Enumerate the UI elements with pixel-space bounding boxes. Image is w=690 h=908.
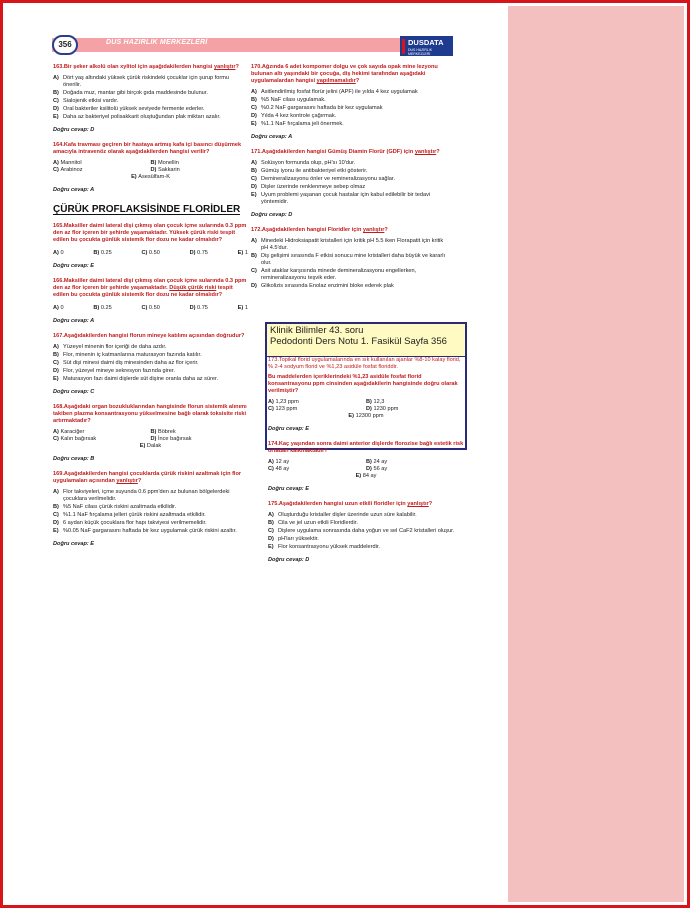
option-letter: C)	[268, 528, 274, 534]
option-text: Dişler üzerinde renklenmeye sebep olmaz	[261, 184, 366, 190]
option-letter: D)	[251, 283, 257, 289]
option	[366, 459, 464, 466]
option-letter: D)	[53, 520, 59, 526]
option-text: 12 ay	[275, 459, 290, 465]
right-column	[251, 64, 451, 298]
question	[53, 278, 248, 325]
option	[53, 443, 248, 450]
option	[53, 250, 64, 257]
option-letter: B)	[251, 168, 257, 174]
option	[53, 504, 248, 511]
option	[53, 520, 248, 527]
option	[251, 89, 451, 96]
option-row	[53, 305, 248, 312]
option-letter: C)	[141, 250, 149, 256]
question-stem: 164.Kafa travması geçiren bir hastaya artmış kafa içi basıncı düşürmek amacıyla intravenöz olarak aşağıdakilerden hangisi verilir?	[53, 142, 242, 155]
option-list	[251, 238, 451, 290]
option-text: 0	[60, 250, 64, 256]
option-text: Monellin	[157, 160, 179, 166]
option	[268, 399, 366, 406]
option-text: Uyum problemi yaşanan çocuk hastalar için kabul edilebilir bir tedavi yöntemidir.	[261, 192, 431, 205]
answer: Doğru cevap: E	[268, 426, 310, 432]
option-text: Diş gelişimi sırasında F etkisi sonucu mine kristalleri daha büyük ve kararlı olur.	[261, 253, 446, 266]
option	[53, 106, 248, 113]
option	[151, 429, 249, 436]
option-list	[53, 489, 248, 535]
option-text: 0.25	[100, 305, 112, 311]
option	[141, 250, 159, 257]
question-stem: 175.Aşağıdakilerden hangisi uzun etkili floridler için yanlıştır?	[268, 501, 433, 507]
answer: Doğru cevap: D	[251, 212, 293, 218]
option	[268, 406, 366, 413]
option	[53, 352, 248, 359]
left-column	[53, 64, 248, 556]
option-text: 1	[244, 305, 248, 311]
question-emphasis: Düşük çürük riski	[169, 285, 217, 291]
option-letter: E)	[53, 114, 59, 120]
option-letter: E)	[251, 121, 257, 127]
option	[251, 192, 451, 206]
question	[251, 64, 451, 141]
option-letter: D)	[150, 436, 158, 442]
option-text: %5 NaF cilası uygulamak.	[261, 97, 326, 103]
option-letter: C)	[53, 167, 61, 173]
question	[268, 501, 464, 564]
question	[268, 441, 464, 493]
option	[251, 168, 451, 175]
answer: Doğru cevap: D	[53, 127, 95, 133]
option	[53, 360, 248, 367]
option-text: Daha az bakteriyel polisakkarit oluştuğundan plak miktarı azalır.	[63, 114, 221, 120]
option-list	[268, 512, 464, 551]
question-emphasis: yanlıştır	[116, 478, 138, 484]
header-title: DUS HAZIRLIK MERKEZLERİ	[106, 39, 208, 46]
option-text: Karaciğer	[60, 429, 85, 435]
option-text: İnce bağırsak	[157, 436, 192, 442]
option-letter: A)	[53, 429, 61, 435]
question-stem: 174.Kaç yaşından sonra daimi anterior dişlerde florozise bağlı estetik risk ortadan kalkmaktadır?	[268, 441, 464, 454]
question-emphasis: yanlıştır	[414, 149, 437, 155]
option-letter: A)	[268, 399, 276, 405]
option-text: Dört yaş altındaki yüksek çürük riskindeki çocuklar için şurup formu önerilir.	[63, 75, 230, 88]
option	[251, 121, 451, 128]
question-stem: 163.Bir şeker alkolü olan xylitol için aşağıdakilerden hangisi yanlıştır?	[53, 64, 239, 70]
option-row	[53, 250, 248, 257]
option-text: Gümüş iyonu ile antibakteriyel etki gösterir.	[261, 168, 368, 174]
option	[268, 544, 464, 551]
question-emphasis: yanlıştır	[214, 64, 236, 70]
option-letter: B)	[366, 399, 374, 405]
option-letter: B)	[366, 459, 374, 465]
option-text: Glikolizis sırasında Enolaz enzimini bloke ederek plak	[261, 283, 394, 289]
option-text: %1.1 NaF fırçalama jeli önermek.	[261, 121, 344, 127]
option-letter: C)	[53, 98, 59, 104]
option-text: Demineralizasyonu önler ve remineralizasyonu sağlar.	[261, 176, 396, 182]
answer: Doğru cevap: E	[268, 486, 310, 492]
option	[53, 114, 248, 121]
option-text: Flor konsantrasyonu yüksek maddelerdir.	[278, 544, 380, 550]
option-text: 1230 ppm	[373, 406, 399, 412]
question-stem: 168.Aşağıdaki organ bozukluklarından hangisinde florun sistemik alınımı takiben plazma konsantrasyonu yükselmesine bağlı olarak toksisite riski artırmaktadır?	[53, 404, 247, 424]
question-stem: 171.Aşağıdakilerden hangisi Gümüş Diamin Florür (GDF) için yanlıştır?	[251, 149, 440, 155]
option-letter: B)	[268, 520, 274, 526]
option-text: Flor, yüzeyel mineye sekresyon fazında girer.	[63, 368, 175, 374]
option	[53, 174, 248, 181]
option-letter: E)	[355, 473, 363, 479]
option	[53, 160, 151, 167]
option-letter: B)	[150, 429, 158, 435]
option-text: 12300 ppm	[355, 413, 384, 419]
question-emphasis: yanlıştır	[362, 227, 385, 233]
option	[53, 344, 248, 351]
side-margin	[508, 6, 684, 902]
option-letter: E)	[139, 443, 147, 449]
option-letter: E)	[251, 192, 257, 198]
option-text: Maturasyon fazı daimi dişlerde süt dişine oranla daha az sürer.	[63, 376, 219, 382]
option-text: Süt dişi minesi daimi diş minesinden daha az flor içerir.	[63, 360, 199, 366]
option-letter: D)	[53, 106, 59, 112]
option	[268, 512, 464, 519]
option	[251, 176, 451, 183]
option-text: 0	[60, 305, 64, 311]
question	[53, 404, 248, 463]
option-text: 84 ay	[362, 473, 377, 479]
option	[366, 399, 464, 406]
section-title: ÇÜRÜK PROFLAKSİSİNDE FLORİDLER	[53, 204, 241, 215]
option-letter: C)	[53, 360, 59, 366]
option-text: Dişlere uygulama sonrasında daha yoğun ve sel CaF2 kristalleri oluşur.	[278, 528, 455, 534]
option	[190, 250, 208, 257]
option-list	[53, 75, 248, 121]
option	[53, 429, 151, 436]
option-letter: D)	[189, 305, 198, 311]
option-letter: B)	[93, 305, 101, 311]
option-letter: B)	[53, 504, 59, 510]
option-text: 0.25	[100, 250, 112, 256]
answer: Doğru cevap: C	[53, 389, 95, 395]
option-text: 12,3	[373, 399, 385, 405]
option	[268, 528, 464, 535]
option-letter: E)	[237, 250, 245, 256]
option-text: 1,23 ppm	[275, 399, 299, 405]
answer: Doğru cevap: A	[53, 318, 95, 324]
option-grid	[53, 429, 248, 443]
answer: Doğru cevap: E	[53, 263, 95, 269]
option	[93, 305, 111, 312]
option-letter: D)	[189, 250, 198, 256]
option-text: Sakkarin	[157, 167, 180, 173]
logo	[400, 36, 453, 56]
option-text: Cila ve jel uzun etkili Floridlerdir.	[278, 520, 358, 526]
answer: Doğru cevap: B	[53, 456, 95, 462]
option-text: %0.2 NaF gargarasını haftada bir kez uygulamak	[261, 105, 383, 111]
option-text: Yılda 4 kez kontrole çağırmak.	[261, 113, 337, 119]
option-text: 0.75	[197, 250, 208, 256]
option-letter: E)	[53, 528, 59, 534]
option	[53, 167, 151, 174]
option-letter: D)	[366, 406, 374, 412]
option-text: Doğada muz, mantar gibi birçok gıda maddesinde bulunur.	[63, 90, 208, 96]
question-emphasis: yapılmamalıdır	[316, 78, 356, 84]
option	[53, 512, 248, 519]
option	[251, 184, 451, 191]
option	[53, 98, 248, 105]
option-text: 48 ay	[275, 466, 290, 472]
header-bar	[52, 38, 452, 52]
option-letter: B)	[53, 352, 59, 358]
option-text: %0.05 NaF gargarasını haftada bir kez uygulamak çürük riskini azaltır.	[63, 528, 237, 534]
option-letter: A)	[251, 238, 257, 244]
question-stem: Bu maddelerden içeriklerindeki %1,23 asidüle fosfat florid konsantrasyonu ppm cinsinden aşağıdakilerin hangisinde doğru olarak verilmiştir?	[268, 374, 458, 394]
option-letter: A)	[53, 250, 61, 256]
option-text: Arabinoz	[60, 167, 83, 173]
option	[251, 160, 451, 167]
question	[251, 227, 451, 290]
option-letter: A)	[53, 305, 61, 311]
option-letter: D)	[53, 368, 59, 374]
option-letter: A)	[251, 89, 257, 95]
question	[268, 357, 464, 433]
option-letter: C)	[53, 436, 61, 442]
option	[238, 250, 248, 257]
page-number: 356	[52, 35, 78, 55]
option-text: 24 ay	[373, 459, 388, 465]
option-letter: D)	[268, 536, 274, 542]
option-text: 0.75	[197, 305, 208, 311]
option	[151, 167, 249, 174]
question-stem: 165.Maksiller daimi lateral dişi çıkmış olan çocuk içme sularında 0.3 ppm den az flor içeren bir şehirde yaşamaktadır. Yüksek çürük riski tespit edilen bu çocukta günlük sistemik flor dozu ne kadar olmalıdır?	[53, 223, 247, 243]
question	[251, 149, 451, 219]
option-letter: A)	[251, 160, 257, 166]
option-text: Minedeki Hidroksiapatit kristalleri için kritik pH 5.5 iken Florapatit için kritik pH 4.5'dur.	[261, 238, 444, 251]
option	[251, 268, 451, 282]
option-text: Oluşturduğu kristaller dişler üzerinde uzun süre kalabilir.	[278, 512, 417, 518]
answer: Doğru cevap: A	[251, 134, 293, 140]
option-letter: B)	[251, 97, 257, 103]
option-text: Sialojenik etkisi vardır.	[63, 98, 119, 104]
option-letter: C)	[141, 305, 149, 311]
question	[53, 142, 248, 194]
option-text: Asit ataklar karşısında minede demineralizasyonu engellerken, remineralizasyonu teşvik eder.	[261, 268, 417, 281]
question	[53, 333, 248, 396]
option-text: %1.1 NaF fırçalama jelleri çürük riskini azaltmada etkilidir.	[63, 512, 206, 518]
option	[251, 283, 451, 290]
question-emphasis: yanlıştır	[407, 501, 429, 507]
option-letter: B)	[53, 90, 59, 96]
option-text: Mannitol	[60, 160, 82, 166]
option-list	[251, 160, 451, 206]
logo-sub: DUS HAZIRLIK MERKEZLERİ	[408, 48, 433, 56]
question-stem: 172.Aşağıdakilerden hangisi Floridler için yanlıştır?	[251, 227, 388, 233]
option	[268, 459, 366, 466]
option-text: pH'ları yüksektir.	[278, 536, 319, 542]
option-letter: B)	[251, 253, 257, 259]
option-letter: A)	[53, 160, 61, 166]
option-text: Dalak	[146, 443, 162, 449]
option	[251, 253, 451, 267]
option-text: Yüzeyel minenin flor içeriği de daha azdır.	[63, 344, 167, 350]
option	[53, 90, 248, 97]
option-text: 6 aydan küçük çocuklara flor hapı takviyesi verilmemelidir.	[63, 520, 207, 526]
logo-text: DUSDATA	[408, 38, 444, 47]
option	[190, 305, 208, 312]
option-text: Solüsyon formunda olup, pH'sı 10'dur.	[261, 160, 356, 166]
option-text: Flor takviyeleri, içme suyunda 0.6 ppm'den az bulunan bölgelerdeki çocuklara verilmelidir.	[63, 489, 230, 502]
option	[141, 305, 159, 312]
option-text: 0.50	[148, 250, 160, 256]
option-letter: A)	[268, 512, 274, 518]
option	[53, 528, 248, 535]
option-text: 56 ay	[373, 466, 388, 472]
option	[53, 75, 248, 89]
option	[53, 489, 248, 503]
option	[268, 473, 464, 480]
option	[53, 436, 151, 443]
option-text: Asesülfam-K	[138, 174, 170, 180]
option-letter: B)	[150, 160, 158, 166]
option-letter: E)	[268, 544, 274, 550]
question	[53, 64, 248, 134]
option	[366, 406, 464, 413]
option-letter: A)	[268, 459, 276, 465]
option-letter: C)	[251, 176, 257, 182]
option	[268, 536, 464, 543]
option	[238, 305, 248, 312]
question-intro: 173.Topikal florid uygulamalarında en sık kullanılan ajanlar %8-10 kalay florid, % 2-4 sodyum florid ve %1,23 asidüle fosfat floriddir.	[268, 357, 461, 370]
option-text: Böbrek	[157, 429, 176, 435]
option-text: Asitlendirilmiş fosfat florür jelini (APF) ile yılda 4 kez uygulamak	[261, 89, 418, 95]
question-stem: 169.Aşağıdakilerden hangisi çocuklarda çürük riskini azaltmak için flor uygulamaları açısından yanlıştır?	[53, 471, 242, 484]
option-letter: A)	[53, 489, 59, 495]
option-letter: D)	[251, 184, 257, 190]
option	[366, 466, 464, 473]
option-letter: C)	[268, 466, 276, 472]
option	[251, 113, 451, 120]
option	[151, 160, 249, 167]
option-letter: C)	[268, 406, 276, 412]
answer: Doğru cevap: E	[53, 541, 95, 547]
option-letter: A)	[53, 75, 59, 81]
option-letter: C)	[53, 512, 59, 518]
option-text: Oral bakteriler ksilitolü yüksek seviyede fermente ederler.	[63, 106, 205, 112]
option-letter: C)	[251, 105, 257, 111]
option-letter: E)	[348, 413, 356, 419]
option	[93, 250, 111, 257]
right-column-lower	[268, 357, 464, 572]
option-list	[53, 344, 248, 383]
question-stem: 170.Ağzında 6 adet kompomer dolgu ve çok sayıda opak mine lezyonu bulunan altı yaşındaki bir çocuğa, diş hekimi tarafından aşağıdaki uygulamalardan hangisi yapılmamalıdır?	[251, 64, 438, 84]
option	[268, 466, 366, 473]
option-letter: E)	[237, 305, 245, 311]
option-letter: A)	[53, 344, 59, 350]
option-text: 0.50	[148, 305, 160, 311]
option-letter: E)	[131, 174, 139, 180]
question	[53, 471, 248, 548]
option-letter: E)	[53, 376, 59, 382]
option-text: 1	[244, 250, 248, 256]
option-list	[251, 89, 451, 128]
option-letter: B)	[93, 250, 101, 256]
option-letter: C)	[251, 268, 257, 274]
option	[53, 305, 64, 312]
question-stem: 167.Aşağıdakilerden hangisi florun mineye katılımı açısından doğrudur?	[53, 333, 245, 339]
option-text: 123 ppm	[275, 406, 298, 412]
option	[251, 238, 451, 252]
option	[53, 368, 248, 375]
option	[268, 520, 464, 527]
option	[53, 376, 248, 383]
option-text: Flor, minenin iç katmanlarına maturasyon fazında katılır.	[63, 352, 202, 358]
option-grid	[53, 160, 248, 174]
option-letter: D)	[251, 113, 257, 119]
option-letter: D)	[150, 167, 158, 173]
option	[251, 97, 451, 104]
option-letter: D)	[366, 466, 374, 472]
option-text: %5 NaF cilası çürük riskini azaltmada etkilidir.	[63, 504, 177, 510]
option-text: Kalın bağırsak	[60, 436, 97, 442]
question	[53, 223, 248, 270]
source-note-title: Klinik Bilimler 43. soru Pedodonti Ders Notu 1. Fasikül Sayfa 356	[267, 324, 465, 357]
option-grid	[268, 399, 464, 413]
option	[268, 413, 464, 420]
answer: Doğru cevap: A	[53, 187, 95, 193]
answer: Doğru cevap: D	[268, 557, 310, 563]
option	[151, 436, 249, 443]
option	[251, 105, 451, 112]
question-stem: 166.Maksiller daimi lateral dişi çıkmış olan çocuk içme sularında 0.3 ppm den az flor içeren bir şehirde yaşamaktadır. Düşük çürük riski tespit edilen bu çocukta günlük sistemik flor dozu ne kadar olmalıdır?	[53, 278, 247, 298]
option-grid	[268, 459, 464, 473]
